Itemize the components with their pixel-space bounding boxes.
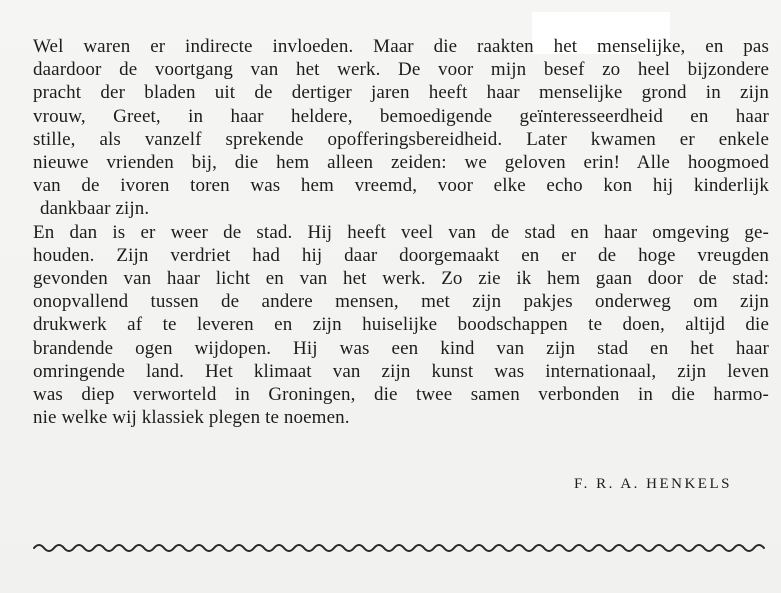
body-text — [33, 35, 769, 429]
text-line: drukwerk af te leveren en zijn huiselijke boodschappen te doen, altijd die — [33, 314, 769, 336]
text-line: vrouw, Greet, in haar heldere, bemoedigende geïnteresseerdheid en haar — [33, 105, 769, 127]
text-line: houden. Zijn verdriet had hij daar doorgemaakt en er de hoge vreugden — [33, 244, 769, 266]
text-line: daardoor de voortgang van het werk. De voor mijn besef zo heel bijzondere — [33, 59, 769, 81]
text-line: dankbaar zijn. — [40, 198, 150, 220]
text-line: En dan is er weer de stad. Hij heeft veel van de stad en haar omgeving ge- — [33, 221, 769, 243]
text-line: stille, als vanzelf sprekende opofferingsbereidheid. Later kwamen er enkele — [33, 128, 769, 150]
text-line: nieuwe vrienden bij, die hem alleen zeiden: we geloven erin! Alle hoogmoed — [33, 152, 769, 174]
signature: F. R. A. HENKELS — [574, 476, 732, 492]
text-line: van de ivoren toren was hem vreemd, voor elke echo kon hij kinderlijk — [33, 175, 769, 197]
text-line: omringende land. Het klimaat van zijn kunst was internationaal, zijn leven — [33, 360, 769, 382]
wavy-rule-ornament-icon — [34, 538, 764, 558]
text-line: nie welke wij klassiek plegen te noemen. — [33, 407, 350, 429]
text-line: Wel waren er indirecte invloeden. Maar die raakten het menselijke, en pas — [33, 36, 769, 57]
text-line: pracht der bladen uit de dertiger jaren heeft haar menselijke grond in zijn — [33, 82, 769, 104]
text-line: onopvallend tussen de andere mensen, met zijn pakjes onderweg om zijn — [33, 291, 769, 313]
text-line: gevonden van haar licht en van het werk. Zo zie ik hem gaan door de stad: — [33, 268, 769, 290]
text-line: brandende ogen wijdopen. Hij was een kind van zijn stad en het haar — [33, 337, 769, 359]
text-line: was diep verworteld in Groningen, die twee samen verbonden in die harmo- — [33, 384, 769, 406]
